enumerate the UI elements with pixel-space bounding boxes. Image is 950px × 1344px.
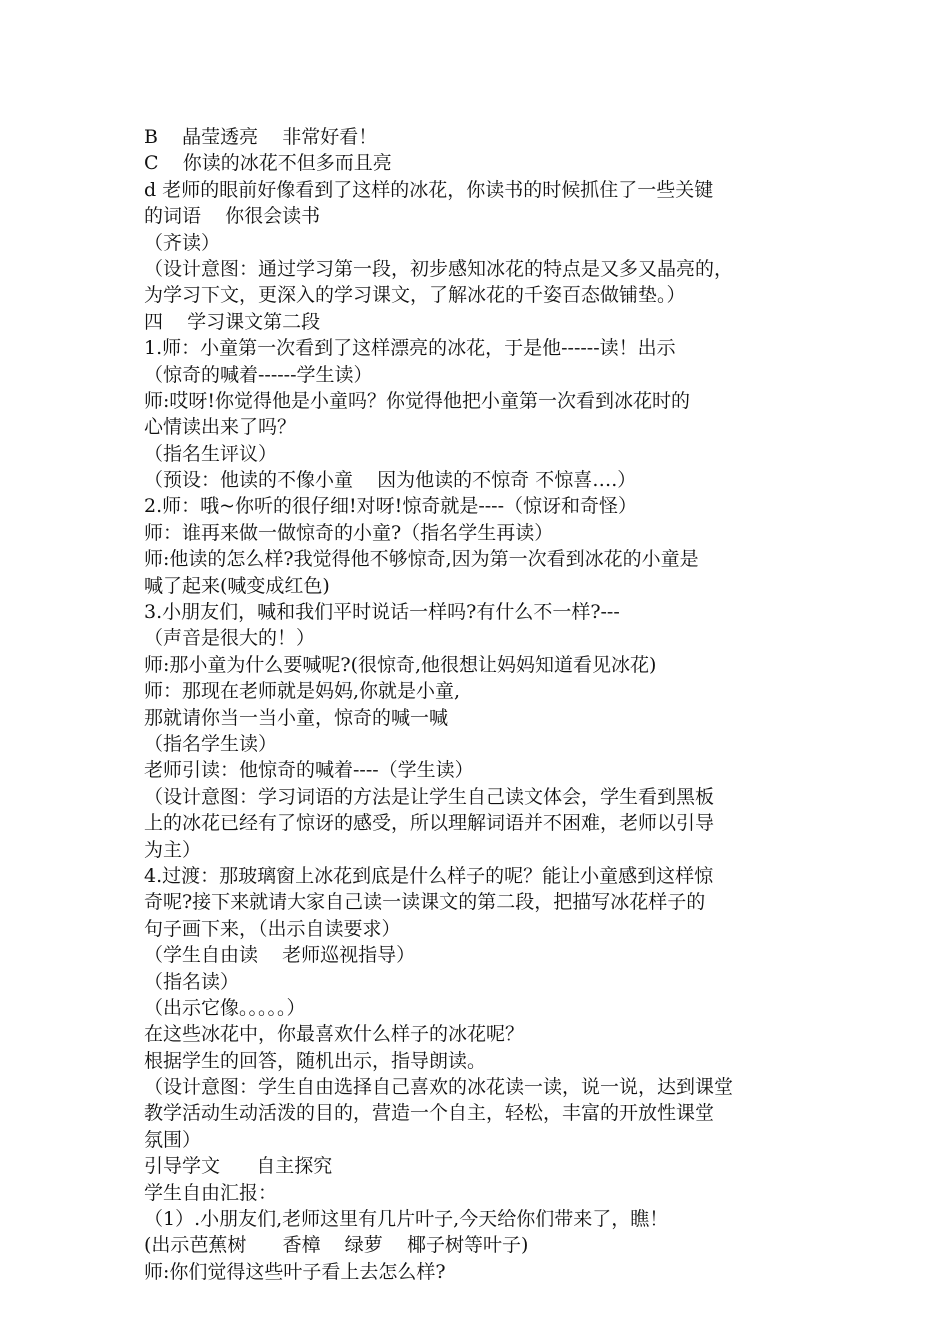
text-line: 引导学文 自主探究 xyxy=(144,1155,333,1178)
text-line: 3.小朋友们，喊和我们平时说话一样吗?有什么不一样?--- xyxy=(144,601,620,624)
text-line: 1.师：小童第一次看到了这样漂亮的冰花，于是他------读！出示 xyxy=(144,337,676,360)
text-line: （设计意图：通过学习第一段，初步感知冰花的特点是又多又晶亮的， xyxy=(144,257,734,280)
text-line: 奇呢?接下来就请大家自己读一读课文的第二段，把描写冰花样子的 xyxy=(144,891,706,914)
text-line: （学生自由读 老师巡视指导） xyxy=(144,944,416,967)
text-line: （惊奇的喊着------学生读） xyxy=(144,363,373,386)
text-line: 老师引读：他惊奇的喊着----（学生读） xyxy=(144,759,474,782)
text-line: 喊了起来(喊变成红色) xyxy=(144,574,330,597)
text-line: 心情读出来了吗？ xyxy=(144,416,297,439)
text-line: 师：那现在老师就是妈妈,你就是小童, xyxy=(144,680,461,703)
text-line: 那就请你当一当小童，惊奇的喊一喊 xyxy=(144,706,449,729)
text-line: （出示它像。。。。。） xyxy=(144,996,306,1019)
text-line: 师:哎呀!你觉得他是小童吗？你觉得他把小童第一次看到冰花时的 xyxy=(144,389,691,412)
text-line: 4.过渡：那玻璃窗上冰花到底是什么样子的呢？能让小童感到这样惊 xyxy=(144,864,714,887)
text-line: 教学活动生动活泼的目的，营造一个自主，轻松，丰富的开放性课堂 xyxy=(144,1102,715,1125)
text-line: 师:你们觉得这些叶子看上去怎么样? xyxy=(144,1260,446,1283)
text-line: （1）.小朋友们,老师这里有几片叶子,今天给你们带来了，瞧！ xyxy=(144,1208,669,1231)
text-line: （预设：他读的不像小童 因为他读的不惊奇 不惊喜….） xyxy=(144,469,637,492)
text-line: 为学习下文，更深入的学习课文，了解冰花的千姿百态做铺垫。） xyxy=(144,284,686,307)
text-line: （设计意图：学生自由选择自己喜欢的冰花读一读，说一说，达到课堂 xyxy=(144,1076,734,1099)
text-line: 句子画下来，（出示自读要求） xyxy=(144,917,401,940)
text-line: 在这些冰花中，你最喜欢什么样子的冰花呢？ xyxy=(144,1023,525,1046)
text-line: 根据学生的回答，随机出示，指导朗读。 xyxy=(144,1049,487,1072)
text-line: 师:他读的怎么样?我觉得他不够惊奇,因为第一次看到冰花的小童是 xyxy=(144,548,699,571)
text-line: （指名读） xyxy=(144,970,240,993)
text-line: B 晶莹透亮 非常好看！ xyxy=(144,126,378,148)
text-line: （声音是很大的！） xyxy=(144,627,316,650)
text-line: 学生自由汇报： xyxy=(144,1181,278,1204)
text-line: 师:那小童为什么要喊呢?(很惊奇,他很想让妈妈知道看见冰花) xyxy=(144,653,657,676)
text-line: C 你读的冰花不但多而且亮 xyxy=(144,152,392,175)
text-line: 师：谁再来做一做惊奇的小童?（指名学生再读） xyxy=(144,521,554,544)
text-line: （齐读） xyxy=(144,231,221,254)
text-line: 的词语 你很会读书 xyxy=(144,205,321,228)
text-line: （指名学生读） xyxy=(144,732,278,755)
text-line: (出示芭蕉树 香樟 绿萝 椰子树等叶子) xyxy=(144,1234,529,1257)
text-line: 2.师：哦~你听的很仔细!对呀!惊奇就是----（惊讶和奇怪） xyxy=(144,495,637,518)
document-body xyxy=(144,124,814,1285)
text-line: 氛围） xyxy=(144,1128,202,1151)
text-line: d 老师的眼前好像看到了这样的冰花，你读书的时候抓住了一些关键 xyxy=(144,178,714,201)
text-line: 为主） xyxy=(144,838,202,861)
text-line: （指名生评议） xyxy=(144,442,278,465)
section-heading: 四 学习课文第二段 xyxy=(144,310,321,333)
text-line: 上的冰花已经有了惊讶的感受，所以理解词语并不困难，老师以引导 xyxy=(144,812,715,835)
text-line: （设计意图：学习词语的方法是让学生自己读文体会，学生看到黑板 xyxy=(144,785,715,808)
